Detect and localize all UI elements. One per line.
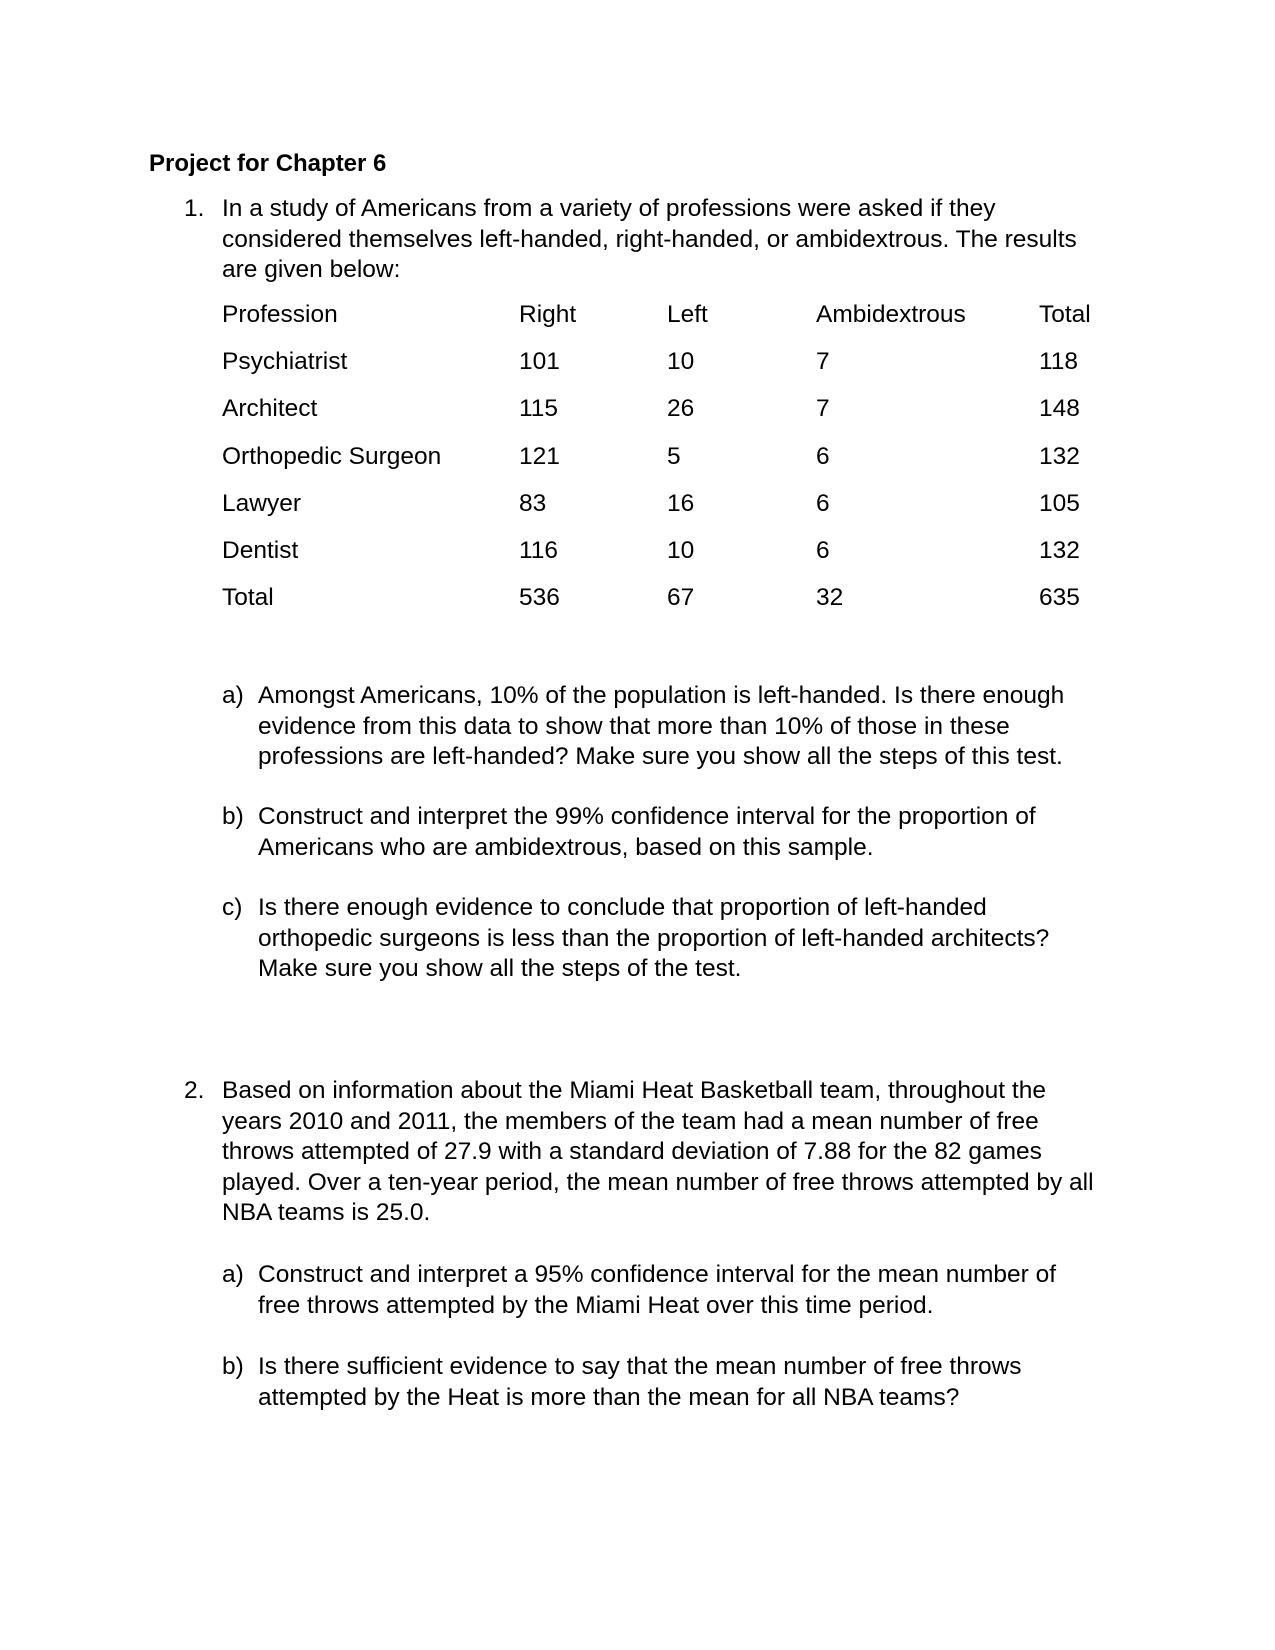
table-row [222, 394, 1119, 441]
column-header-profession: Profession [222, 301, 338, 328]
part-text [258, 1352, 1022, 1413]
cell-profession: Total [222, 584, 274, 612]
question-2-intro [222, 1076, 1094, 1229]
intro-line: are given below: [222, 256, 401, 283]
intro-line: considered themselves left-handed, right-handed, or ambidextrous. The results [222, 225, 1077, 253]
part-line: Construct and interpret the 99% confidence interval for the proportion of [258, 803, 1036, 830]
cell-total: 635 [1039, 584, 1080, 612]
table-row [222, 347, 1119, 394]
part-line: Make sure you show all the steps of the test. [258, 955, 742, 982]
cell-ambidextrous: 6 [816, 536, 830, 564]
cell-profession: Psychiatrist [222, 348, 348, 376]
question-2-number: 2. [184, 1077, 205, 1104]
cell-total: 132 [1039, 442, 1080, 470]
part-line: Americans who are ambidextrous, based on this sample. [258, 833, 874, 861]
cell-ambidextrous: 7 [816, 395, 830, 423]
handedness-table [222, 300, 1119, 630]
cell-profession: Dentist [222, 536, 299, 564]
cell-ambidextrous: 6 [816, 489, 830, 517]
question-1-intro [222, 194, 1077, 286]
question-1-number: 1. [184, 195, 205, 222]
part-text [258, 802, 1036, 863]
table-row [222, 489, 1119, 536]
cell-profession: Lawyer [222, 489, 301, 517]
part-line: Is there sufficient evidence to say that the mean number of free throws [258, 1353, 1022, 1380]
table-total-row [222, 583, 1119, 630]
intro-line: years 2010 and 2011, the members of the team had a mean number of free [222, 1107, 1039, 1135]
cell-total: 105 [1039, 489, 1080, 517]
part-line: Is there enough evidence to conclude that proportion of left-handed [258, 894, 987, 921]
cell-left: 67 [667, 584, 695, 612]
page-title: Project for Chapter 6 [149, 150, 387, 177]
cell-left: 16 [667, 489, 695, 517]
column-header-ambidextrous: Ambidextrous [816, 301, 966, 328]
part-label: b) [222, 803, 244, 830]
part-text [258, 681, 1064, 773]
cell-right: 116 [519, 536, 559, 564]
cell-profession: Architect [222, 395, 318, 423]
table-row [222, 536, 1119, 583]
cell-right: 121 [519, 442, 560, 470]
table-header-row [222, 300, 1119, 347]
cell-left: 10 [667, 536, 695, 564]
part-label: b) [222, 1353, 244, 1380]
table-row [222, 442, 1119, 489]
part-line: Construct and interpret a 95% confidence interval for the mean number of [258, 1261, 1057, 1288]
cell-left: 26 [667, 395, 695, 423]
part-text [258, 893, 1049, 985]
cell-right: 101 [519, 348, 560, 376]
intro-line: NBA teams is 25.0. [222, 1199, 431, 1226]
cell-total: 132 [1039, 536, 1080, 564]
cell-right: 536 [519, 584, 560, 612]
intro-line: In a study of Americans from a variety of professions were asked if they [222, 195, 996, 222]
cell-total: 118 [1039, 348, 1079, 376]
cell-ambidextrous: 6 [816, 442, 830, 470]
column-header-left: Left [667, 301, 708, 328]
column-header-right: Right [519, 301, 577, 328]
cell-ambidextrous: 7 [816, 348, 830, 376]
part-line: Amongst Americans, 10% of the population is left-handed. Is there enough [258, 682, 1065, 709]
part-label: a) [222, 1261, 244, 1288]
cell-right: 83 [519, 489, 547, 517]
part-label: a) [222, 682, 244, 709]
part-line: orthopedic surgeons is less than the proportion of left-handed architects? [258, 924, 1050, 952]
part-line: professions are left-handed? Make sure you show all the steps of this test. [258, 743, 1063, 770]
part-label: c) [222, 894, 243, 921]
cell-right: 115 [519, 395, 559, 423]
part-line: evidence from this data to show that more than 10% of those in these [258, 712, 1010, 740]
intro-line: Based on information about the Miami Heat Basketball team, throughout the [222, 1077, 1046, 1104]
cell-profession: Orthopedic Surgeon [222, 442, 442, 470]
part-text [258, 1260, 1056, 1321]
cell-total: 148 [1039, 395, 1080, 423]
intro-line: played. Over a ten-year period, the mean number of free throws attempted by all [222, 1168, 1094, 1196]
intro-line: throws attempted of 27.9 with a standard deviation of 7.88 for the 82 games [222, 1138, 1042, 1165]
part-line: attempted by the Heat is more than the mean for all NBA teams? [258, 1383, 960, 1411]
part-line: free throws attempted by the Miami Heat over this time period. [258, 1291, 934, 1319]
cell-left: 10 [667, 348, 695, 376]
cell-ambidextrous: 32 [816, 584, 844, 612]
column-header-total: Total [1039, 301, 1091, 328]
cell-left: 5 [667, 442, 681, 470]
